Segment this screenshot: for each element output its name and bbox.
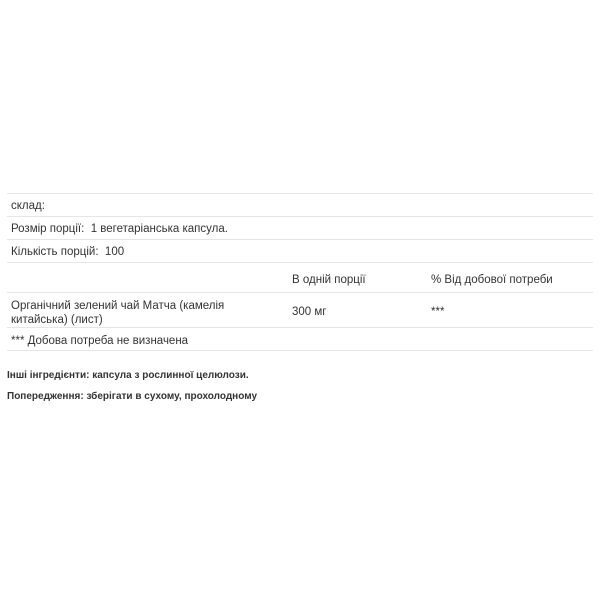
ingredient-amount: 300 мг [292, 306, 327, 318]
table-row [7, 292, 593, 327]
warnings: Попередження: зберігати в сухому, прохолодному [7, 391, 258, 402]
table-heading-row [7, 193, 593, 216]
per-serving-header: В одній порції [292, 274, 366, 286]
serving-size-label: Розмір порції: [11, 223, 85, 235]
servings-value: 100 [104, 246, 125, 258]
servings-row [7, 239, 593, 262]
serving-size-value: 1 вегетаріанська капсула. [90, 223, 228, 235]
table-heading: склад: [11, 200, 45, 212]
footnote: *** Добова потреба не визначена [11, 335, 189, 347]
ingredient-daily-value: *** [431, 306, 445, 318]
servings-label: Кількість порцій: [11, 246, 99, 258]
footnote-row [7, 327, 593, 351]
serving-size-row [7, 216, 593, 239]
table-header-row [7, 262, 593, 292]
daily-value-header: % Від добової потреби [431, 274, 553, 286]
other-ingredients: Інші інгредієнти: капсула з рослинної целюлози. [7, 370, 249, 381]
ingredient-name: Органічний зелений чай Матча (камелія китайська) (лист) [11, 300, 225, 326]
supplement-facts-table [7, 193, 593, 351]
